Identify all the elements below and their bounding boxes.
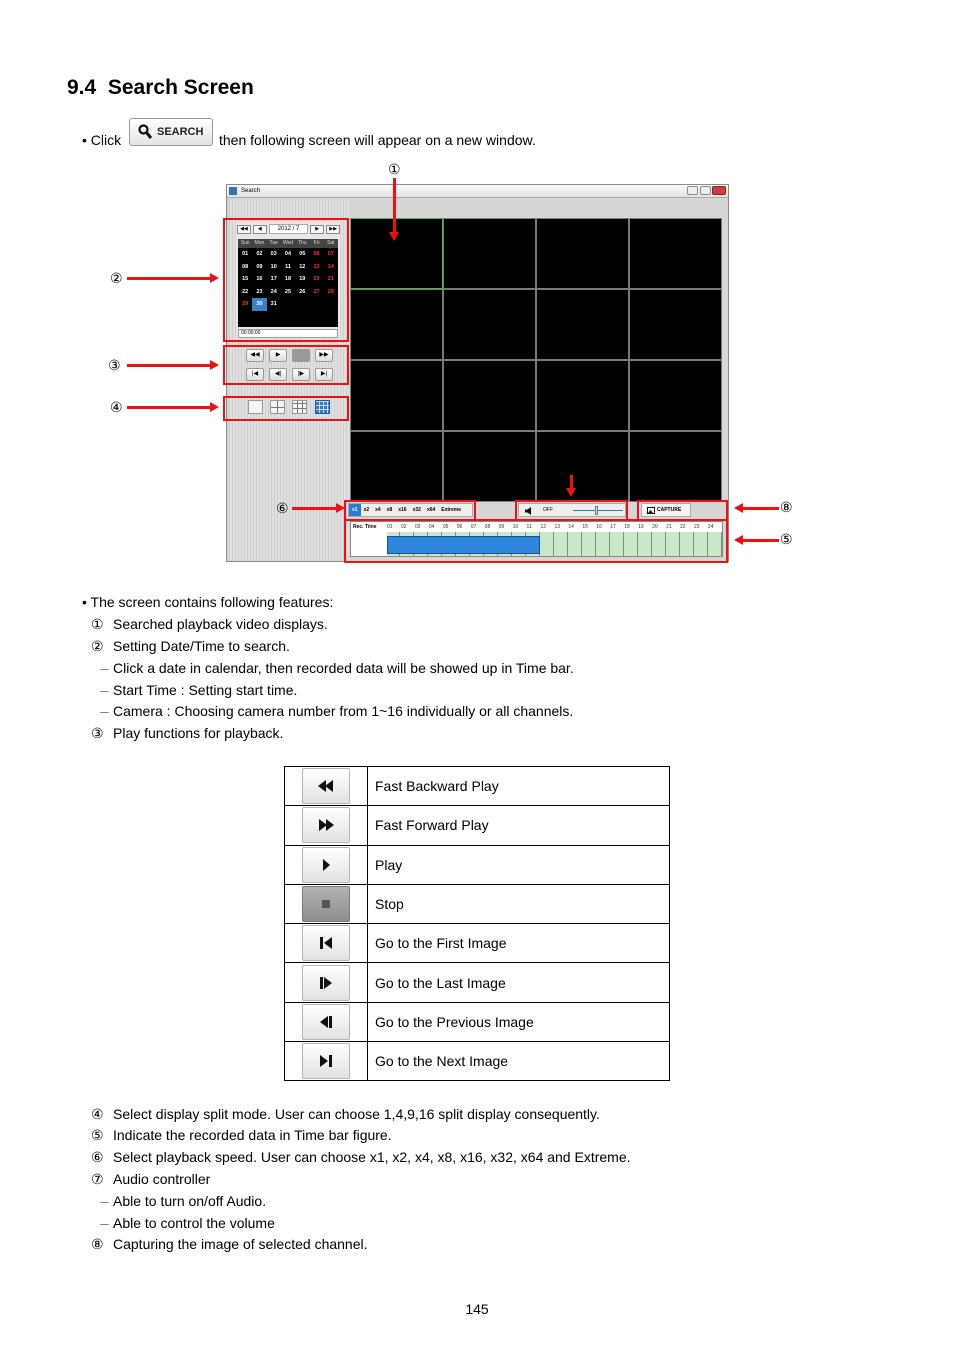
callout-box-7: [515, 500, 628, 521]
search-icon: [138, 124, 152, 140]
callout-box-2: [223, 218, 349, 342]
calendar-day[interactable]: 06: [313, 251, 320, 257]
video-channel[interactable]: [536, 431, 629, 502]
table-row: [285, 806, 670, 845]
play-button[interactable]: [302, 847, 350, 883]
dash: －: [99, 664, 110, 676]
feature-number: ②: [91, 638, 104, 654]
video-channel[interactable]: [629, 289, 722, 360]
feature-item: [91, 615, 328, 633]
hour-label: 08: [484, 524, 491, 530]
feature-text: Capturing the image of selected channel.: [113, 1236, 368, 1252]
calendar-day[interactable]: 02: [256, 251, 263, 257]
table-cell: Go to the Previous Image: [368, 1002, 670, 1041]
icon-cell: [285, 1002, 368, 1041]
weekday: Tue: [269, 240, 278, 246]
calendar-day[interactable]: 17: [270, 276, 277, 283]
speed-button[interactable]: x4: [375, 507, 381, 513]
arrow-4: [127, 406, 211, 409]
feature-number: ⑧: [91, 1236, 104, 1252]
video-channel[interactable]: [443, 431, 536, 502]
feature-item: [91, 1126, 392, 1144]
calendar-day[interactable]: 14: [327, 263, 334, 270]
table-row: [285, 1002, 670, 1041]
sub-item-text: Camera : Choosing camera number from 1~16 individually or all channels.: [113, 703, 574, 719]
weekday: Fri: [313, 240, 320, 246]
section-number: 9.4: [67, 76, 97, 99]
sub-item-text: Click a date in calendar, then recorded data will be showed up in Time bar.: [113, 660, 574, 676]
feature-item: [91, 1148, 631, 1166]
page-number: 145: [465, 1301, 489, 1317]
icon-cell: [285, 845, 368, 884]
callout-box-3: [223, 345, 349, 385]
previous-image-icon: [320, 1016, 332, 1028]
next-image-icon: [320, 1055, 332, 1067]
feature-text: Searched playback video displays.: [113, 616, 328, 632]
icon-cell: [285, 924, 368, 963]
search-button-label: SEARCH: [157, 126, 204, 138]
speed-button[interactable]: x2: [363, 507, 370, 513]
video-channel[interactable]: [629, 431, 722, 502]
mini-previous-image-button[interactable]: ◀|: [269, 368, 287, 381]
calendar-day[interactable]: 25: [284, 288, 292, 295]
table-cell: Go to the First Image: [368, 924, 670, 963]
callout-box-5: [344, 519, 728, 563]
play-functions-table: [284, 766, 670, 1081]
feature-number: ④: [91, 1106, 104, 1122]
hour-label: 14: [568, 524, 574, 530]
callout-2: ②: [110, 270, 123, 286]
maximize-icon[interactable]: [700, 186, 711, 195]
hour-label: 07: [470, 524, 477, 530]
window-titlebar: [227, 185, 728, 198]
arrow-5: [742, 539, 779, 542]
hour-label: 19: [638, 524, 644, 530]
icon-cell: [285, 884, 368, 923]
mini-next-image-button[interactable]: ▶|: [315, 368, 333, 381]
dash: －: [99, 1219, 110, 1231]
weekday: Wed: [282, 240, 294, 246]
feature-text: Play functions for playback.: [113, 725, 284, 741]
callout-1: ①: [388, 161, 401, 177]
hour-label: 20: [652, 524, 658, 530]
fast-forward-button[interactable]: [302, 807, 350, 843]
hour-label: 01: [387, 524, 393, 530]
sub-item: [99, 681, 297, 701]
play-icon: [322, 859, 330, 871]
arrow-6: [292, 507, 337, 510]
hour-label: 17: [610, 524, 616, 530]
video-grid: [350, 218, 722, 502]
section-heading: [67, 76, 254, 100]
table-row: [285, 767, 670, 806]
calendar-day[interactable]: 26: [299, 288, 306, 295]
calendar-day[interactable]: 08: [242, 263, 249, 270]
hour-label: 24: [707, 524, 714, 530]
calendar-day[interactable]: 24: [270, 288, 277, 295]
table-row: [285, 924, 670, 963]
mini-last-image-button[interactable]: |▶: [292, 368, 310, 381]
arrow-8: [742, 507, 779, 510]
arrow-1: [393, 178, 396, 233]
prev-year-button[interactable]: ◀◀: [237, 225, 251, 234]
sub-item-text: Start Time : Setting start time.: [113, 682, 298, 698]
speed-button[interactable]: x64: [426, 507, 436, 513]
hour-label: 15: [582, 524, 588, 530]
speed-button[interactable]: x32: [412, 507, 421, 513]
callout-3: ③: [108, 357, 121, 373]
calendar-day[interactable]: 03: [270, 251, 277, 257]
mini-fast-forward-button[interactable]: ▶▶: [315, 349, 333, 362]
feature-text: Select playback speed. User can choose x1, x2, x4, x8, x16, x32, x64 and Extreme.: [113, 1149, 631, 1165]
video-channel[interactable]: [350, 289, 443, 360]
calendar-day[interactable]: 30: [252, 298, 266, 311]
hour-label: 10: [512, 524, 519, 530]
callout-4: ④: [110, 399, 123, 415]
weekday: Sat: [327, 240, 335, 246]
capture-label: CAPTURE: [657, 507, 682, 513]
feature-text: Select display split mode. User can choose 1,4,9,16 split display consequently.: [113, 1106, 600, 1122]
calendar-day[interactable]: 28: [327, 288, 334, 295]
calendar-day[interactable]: 05: [299, 251, 306, 257]
video-channel[interactable]: [350, 218, 443, 289]
calendar-day[interactable]: 11: [285, 263, 291, 270]
speed-button[interactable]: x8: [386, 507, 393, 513]
next-year-button[interactable]: ▶▶: [326, 225, 340, 234]
video-channel[interactable]: [350, 360, 443, 431]
hour-label: 21: [666, 524, 672, 530]
table-cell: Stop: [368, 884, 670, 923]
calendar-day[interactable]: 22: [242, 288, 249, 295]
calendar-day[interactable]: 10: [270, 263, 277, 270]
callout-6: ⑥: [276, 500, 289, 516]
next-month-button[interactable]: ▶: [310, 225, 324, 234]
feature-item: [91, 724, 283, 742]
callout-5: ⑤: [780, 531, 793, 547]
feature-text: Indicate the recorded data in Time bar figure.: [113, 1127, 392, 1143]
table-row: [285, 1042, 670, 1081]
feature-text: Audio controller: [113, 1171, 211, 1187]
arrow-3: [127, 364, 211, 367]
arrow-2: [127, 277, 211, 280]
mini-fast-backward-button[interactable]: ◀◀: [246, 349, 264, 362]
calendar-day[interactable]: 13: [313, 263, 320, 270]
feature-item: [91, 1105, 600, 1123]
calendar-day[interactable]: 12: [299, 263, 306, 270]
arrow-7: [570, 475, 573, 489]
fast-backward-button[interactable]: [302, 768, 350, 804]
sub-item-text: Able to control the volume: [113, 1215, 275, 1231]
hour-label: 05: [442, 524, 449, 530]
calendar-day[interactable]: 09: [256, 263, 263, 270]
speed-button[interactable]: Extreme: [441, 507, 462, 513]
last-image-button[interactable]: [302, 965, 350, 1001]
calendar-day[interactable]: 01: [242, 251, 249, 257]
speed-button[interactable]: x1: [349, 504, 361, 516]
video-channel[interactable]: [536, 360, 629, 431]
calendar-day[interactable]: 04: [284, 251, 292, 257]
dash: －: [99, 707, 110, 719]
mini-first-image-button[interactable]: |◀: [246, 368, 264, 381]
intro-prefix: [82, 131, 121, 149]
calendar-day[interactable]: 16: [256, 276, 263, 283]
feature-item: [91, 1170, 210, 1188]
calendar-day[interactable]: 18: [284, 276, 292, 283]
time-bar-label: Rec. Time: [353, 524, 377, 530]
video-channel[interactable]: [629, 218, 722, 289]
feature-number: ①: [91, 616, 104, 632]
sub-item-text: Able to turn on/off Audio.: [113, 1193, 267, 1209]
table-cell: Go to the Last Image: [368, 963, 670, 1002]
weekday: Mon: [254, 240, 265, 246]
last-image-icon: [320, 977, 332, 989]
feature-number: ⑥: [91, 1149, 104, 1165]
feature-number: ⑦: [91, 1171, 104, 1187]
hour-label: 16: [596, 524, 602, 530]
table-row: [285, 884, 670, 923]
sub-item: [99, 659, 574, 679]
stop-button[interactable]: [302, 886, 350, 922]
video-channel[interactable]: [443, 360, 536, 431]
callout-8: ⑧: [780, 499, 793, 515]
hour-label: 02: [400, 524, 407, 530]
feature-item: [91, 637, 290, 655]
video-channel[interactable]: [536, 289, 629, 360]
hour-label: 04: [428, 524, 435, 530]
window-title: Search: [241, 188, 261, 194]
table-row: [285, 963, 670, 1002]
hour-label: 23: [693, 524, 700, 530]
video-channel[interactable]: [443, 289, 536, 360]
mini-play-button[interactable]: ▶: [269, 349, 287, 362]
section-title: Search Screen: [107, 76, 254, 99]
hour-label: 06: [456, 524, 463, 530]
start-time-input[interactable]: 00:00:00: [238, 329, 338, 338]
app-icon: [229, 187, 237, 195]
feature-item: [91, 1235, 368, 1253]
hour-label: 12: [540, 524, 547, 530]
calendar-day[interactable]: 20: [313, 276, 320, 283]
minimize-icon[interactable]: [687, 186, 698, 195]
icon-cell: [285, 767, 368, 806]
hour-label: 13: [554, 524, 560, 530]
next-image-button[interactable]: [302, 1043, 350, 1079]
weekday: Thu: [297, 240, 307, 246]
speed-button[interactable]: x16: [398, 507, 407, 513]
feature-text: Setting Date/Time to search.: [113, 638, 290, 654]
weekday: Sun: [240, 240, 250, 246]
calendar-day[interactable]: 21: [327, 276, 334, 283]
feature-number: ③: [91, 725, 104, 741]
search-button[interactable]: [129, 118, 213, 146]
close-icon[interactable]: [712, 186, 726, 195]
table-cell: Fast Forward Play: [368, 806, 670, 845]
video-channel[interactable]: [350, 431, 443, 502]
calendar-month: 2012 / 7: [269, 224, 309, 234]
hour-label: 11: [526, 524, 532, 530]
bullet: •: [82, 132, 87, 148]
hour-label: 03: [414, 524, 421, 530]
dash: －: [99, 1197, 110, 1209]
calendar-day[interactable]: 29: [242, 301, 249, 308]
hour-label: 18: [624, 524, 630, 530]
intro-click-text: Click: [90, 132, 122, 148]
table-cell: Play: [368, 845, 670, 884]
intro-text: then following screen will appear on a new window.: [219, 132, 536, 148]
dash: －: [99, 686, 110, 698]
calendar-day[interactable]: 31: [270, 301, 277, 308]
calendar-day[interactable]: 19: [299, 276, 306, 283]
fast-forward-icon: [318, 819, 334, 831]
prev-month-button[interactable]: ◀: [253, 225, 267, 234]
calendar-day[interactable]: 15: [242, 276, 249, 283]
calendar-day[interactable]: 27: [313, 288, 320, 295]
sub-item: [99, 1214, 275, 1234]
table-row: [285, 845, 670, 884]
features-intro: • The screen contains following features:: [82, 594, 334, 610]
calendar-day[interactable]: 23: [256, 288, 263, 295]
stop-icon: [322, 900, 330, 908]
callout-box-6: [344, 500, 476, 521]
video-channel[interactable]: [536, 218, 629, 289]
icon-cell: [285, 963, 368, 1002]
callout-box-8: [637, 500, 728, 521]
previous-image-button[interactable]: [302, 1004, 350, 1040]
sub-item: [99, 1192, 266, 1212]
first-image-icon: [320, 937, 332, 949]
sub-item: [99, 702, 573, 722]
first-image-button[interactable]: [302, 925, 350, 961]
video-channel[interactable]: [629, 360, 722, 431]
fast-backward-icon: [318, 780, 334, 792]
hour-label: 22: [680, 524, 686, 530]
table-cell: Go to the Next Image: [368, 1042, 670, 1081]
feature-number: ⑤: [91, 1127, 104, 1143]
calendar-day[interactable]: 07: [327, 251, 334, 257]
table-cell: Fast Backward Play: [368, 767, 670, 806]
hour-label: 09: [498, 524, 505, 530]
icon-cell: [285, 1042, 368, 1081]
callout-7: ⑦: [562, 459, 575, 475]
icon-cell: [285, 806, 368, 845]
video-channel[interactable]: [443, 218, 536, 289]
callout-box-4: [223, 396, 349, 421]
audio-state: OFF: [543, 507, 553, 513]
